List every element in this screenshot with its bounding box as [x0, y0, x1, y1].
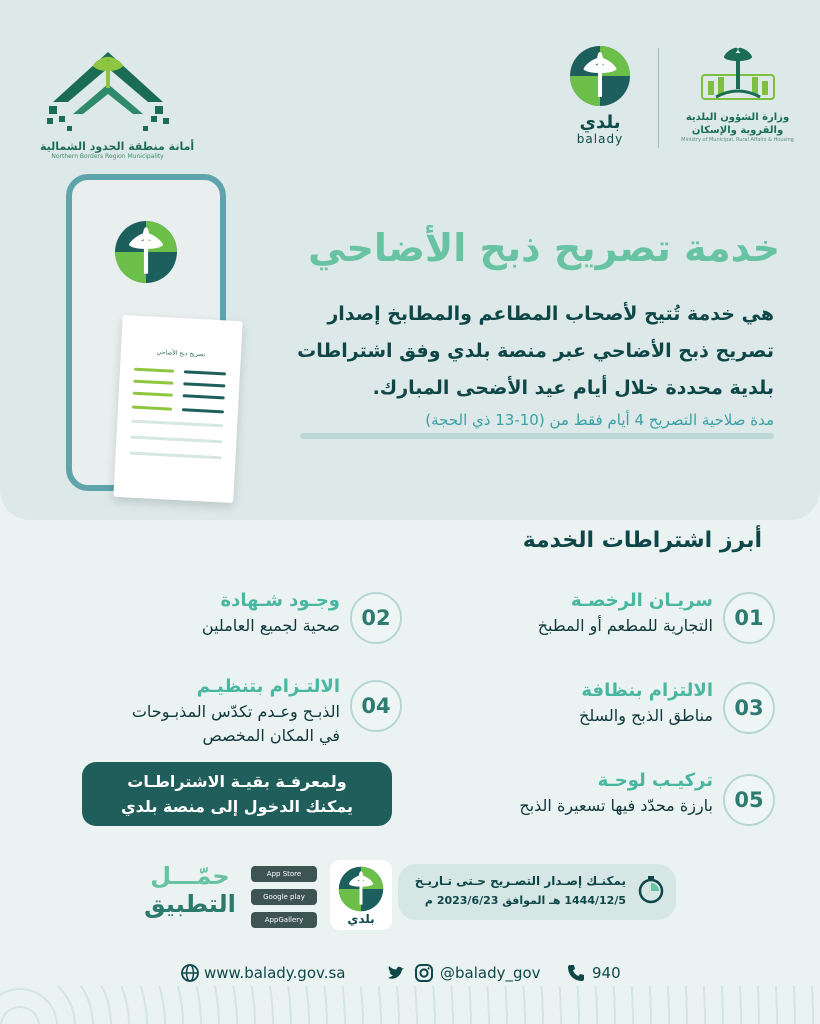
condition-number: 03: [723, 682, 775, 734]
phone-icon: [566, 963, 586, 983]
instagram-icon[interactable]: [414, 963, 434, 983]
condition-number: 05: [723, 774, 775, 826]
ministry-name-line2: والقروية والإسكان: [691, 125, 784, 136]
download-app-label: [135, 862, 245, 918]
northern-borders-logo-icon: [43, 42, 173, 134]
condition-heading: وجـود شـهادة: [220, 590, 340, 611]
condition-text: بارزة محدّد فيها تسعيرة الذبح: [519, 796, 713, 815]
balady-palm-icon: [569, 45, 631, 107]
permit-document: [113, 315, 242, 503]
condition-heading: الالتزام بنظافة: [581, 680, 713, 701]
download-app-line1: حمّـــل: [150, 862, 230, 890]
northern-logo-name-en: Northern Borders Region Municipality: [51, 153, 164, 160]
deadline-line1: يمكنـك إصـدار التصـريح حـتى تـاريـخ: [414, 874, 626, 888]
conditions-title: أبرز اشتراطات الخدمة: [522, 528, 762, 553]
validity-highlight: [300, 433, 774, 439]
condition-number: 01: [723, 592, 775, 644]
ministry-emblem-icon: [698, 45, 778, 107]
balady-palm-icon: [338, 866, 384, 912]
description-line: بلدية محددة خلال أيام عيد الأضحى المبارك.: [372, 377, 774, 399]
condition-text: صحية لجميع العاملين: [201, 616, 340, 635]
condition-item-04: [60, 674, 402, 754]
stopwatch-icon: [636, 874, 666, 904]
condition-number: 04: [350, 680, 402, 732]
more-conditions-button[interactable]: [82, 762, 392, 826]
decorative-pattern: [0, 986, 820, 1024]
balady-logo-en: balady: [576, 132, 624, 146]
website-link[interactable]: www.balady.gov.sa: [204, 964, 346, 982]
more-conditions-line2: يمكنك الدخول إلى منصة بلدي: [121, 797, 353, 816]
document-title: تصريح ذبح الأضاحي: [156, 348, 206, 359]
condition-item-02: [90, 588, 402, 648]
globe-icon: [180, 963, 200, 983]
condition-heading: تركيـب لوحـة: [597, 770, 713, 791]
more-conditions-line1: ولمعرفـة بقيـة الاشتراطـات: [127, 772, 347, 791]
condition-heading: سريـان الرخصـة: [570, 590, 713, 611]
condition-text: في المكان المخصص: [202, 726, 340, 745]
northern-borders-logo: [40, 42, 195, 162]
balady-logo-ar: بلدي: [579, 112, 621, 133]
condition-item-05: [440, 768, 775, 828]
balady-palm-icon: [114, 220, 178, 284]
condition-text: مناطق الذبح والسلخ: [579, 706, 713, 725]
condition-item-03: [440, 678, 775, 738]
northern-logo-name-ar: أمانة منطقة الحدود الشمالية: [40, 140, 195, 153]
app-gallery-badge[interactable]: AppGallery: [251, 912, 317, 928]
description-line: هي خدمة تُتيح لأصحاب المطاعم والمطابخ إصدار: [327, 303, 774, 325]
description-line: تصريح ذبح الأضاحي عبر منصة بلدي وفق اشتراطات: [297, 340, 774, 362]
page-title: خدمة تصريح ذبح الأضاحي: [308, 226, 780, 270]
google-play-badge[interactable]: Google play: [251, 889, 317, 905]
condition-text: التجارية للمطعم أو المطبخ: [537, 616, 713, 635]
deadline-line2: 1444/12/5 هـ الموافق 2023/6/23 م: [424, 894, 626, 907]
validity-note: مدة صلاحية التصريح 4 أيام فقط من (10-13 ذي الحجة): [425, 411, 774, 429]
condition-number: 02: [350, 592, 402, 644]
download-app-line2: التطبيق: [144, 890, 236, 918]
ministry-name-line1: وزارة الشؤون البلدية: [685, 112, 790, 123]
balady-app-label: بلدي: [347, 912, 375, 926]
ministry-name-en: Ministry of Municipal, Rural Affairs & Housing: [681, 137, 794, 143]
app-store-badge[interactable]: App Store: [251, 866, 317, 882]
deadline-box: [398, 864, 676, 920]
condition-text: الذبـح وعـدم تكدّس المذبـوحات: [131, 702, 340, 721]
balady-app-icon[interactable]: [330, 860, 392, 930]
social-handle[interactable]: @balady_gov: [440, 964, 541, 982]
logo-divider: [658, 48, 659, 148]
condition-item-01: [440, 588, 775, 648]
condition-heading: الالتـزام بتنظيـم: [196, 676, 340, 697]
phone-number[interactable]: 940: [592, 964, 621, 982]
ministry-logo: [680, 45, 795, 155]
balady-logo: [565, 45, 635, 155]
phone-balady-logo: [114, 220, 178, 288]
twitter-icon[interactable]: [386, 963, 406, 983]
service-description: [262, 296, 774, 407]
